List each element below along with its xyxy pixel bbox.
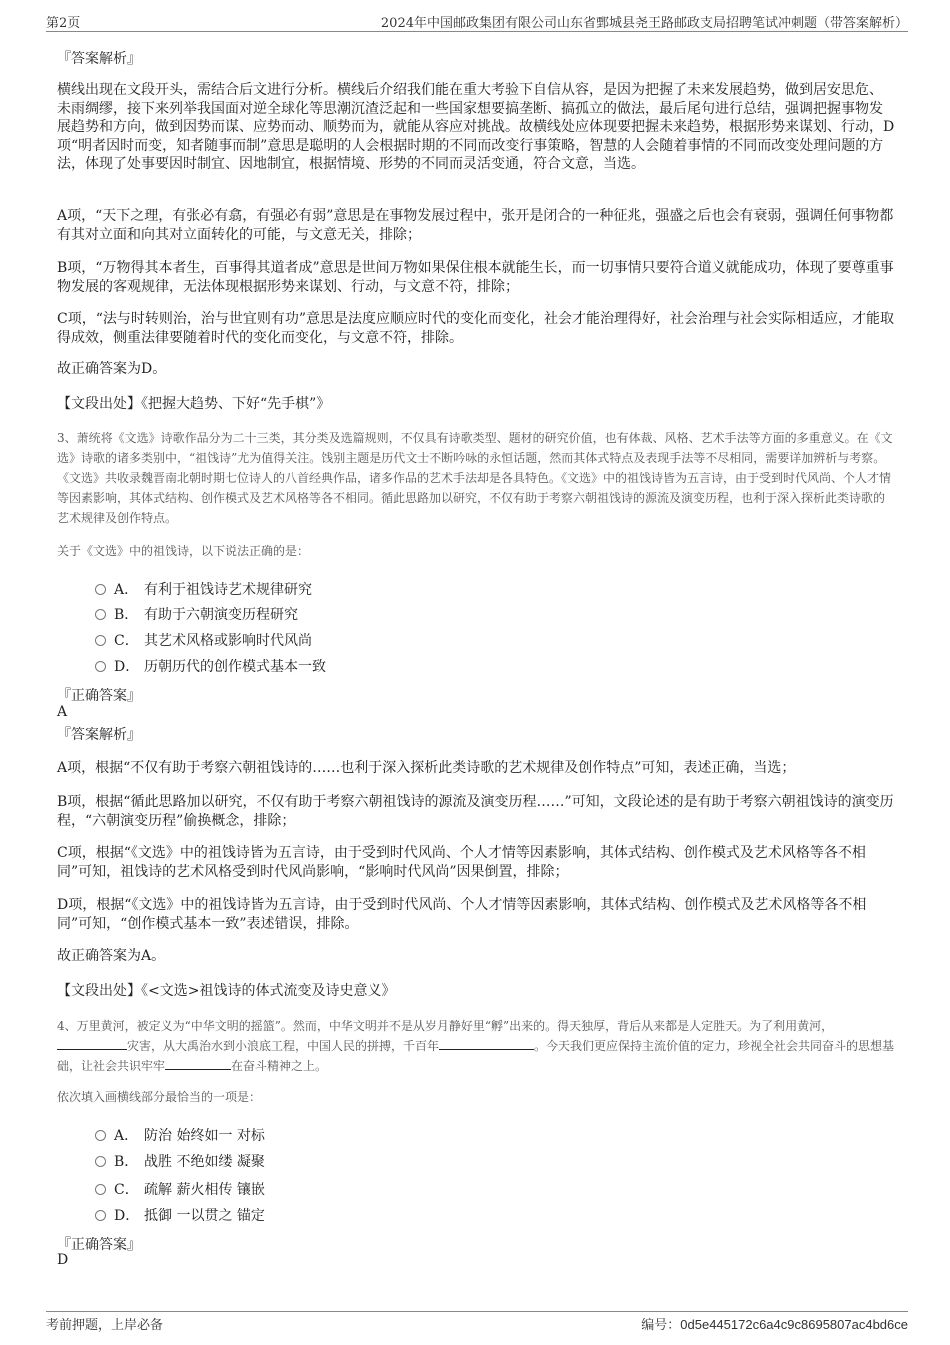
- radio-icon[interactable]: [95, 1156, 106, 1167]
- q3-option-d-analysis: D项，根据“《文选》中的祖饯诗皆为五言诗，由于受到时代风尚、个人才情等因素影响，其体式结构、创作模式及艺术风格等各不相同”可知，“创作模式基本一致”表述错误，排除。: [57, 897, 867, 932]
- q2-option-a-analysis: A项，“天下之理，有张必有翕，有强必有弱”意思是在事物发展过程中，张开是闭合的一种征兆，强盛之后也会有衰弱，强调任何事物都有其对立面和向其对立面转化的可能，与文意无关，排除；: [57, 208, 894, 243]
- q4-stem: 4、万里黄河，被定义为“中华文明的摇篮”。然而，中华文明并不是从岁月静好里“孵”出来的。得天独厚，背后从来都是人定胜天。为了利用黄河，灾害，从大禹治水到小浪底工程，中国人民的拼搏，千百年 。今天我们更应保持主流价值的定力，珍视全社会共同奋斗的思想基础，让社会共识牢牢 在奋斗精神之上。: [57, 1019, 895, 1073]
- fill-blank-2[interactable]: [439, 1037, 534, 1050]
- q4-option-c[interactable]: C． 疏解 薪火相传 镶嵌: [95, 1179, 265, 1199]
- q3-analysis-label: 『答案解析』: [57, 727, 141, 743]
- q4-option-b[interactable]: B． 战胜 不绝如缕 凝聚: [95, 1151, 265, 1171]
- q4-question: 依次填入画横线部分最恰当的一项是：: [57, 1090, 262, 1104]
- radio-icon[interactable]: [95, 1210, 106, 1221]
- q4-option-a[interactable]: A． 防治 始终如一 对标: [95, 1125, 265, 1145]
- radio-icon[interactable]: [95, 584, 106, 595]
- q3-option-a-analysis: A项，根据“不仅有助于考察六朝祖饯诗的……也利于深入探析此类诗歌的艺术规律及创作特点”可知，表述正确，当选；: [57, 760, 796, 776]
- q3-option-c-analysis: C项，根据“《文选》中的祖饯诗皆为五言诗，由于受到时代风尚、个人才情等因素影响，其体式结构、创作模式及艺术风格等各不相同”可知，祖饯诗的艺术风格受到时代风尚影响，“影响时代风尚”因果倒置，排除；: [57, 845, 866, 880]
- radio-icon[interactable]: [95, 661, 106, 672]
- fill-blank-1[interactable]: [57, 1037, 127, 1050]
- fill-blank-3[interactable]: [165, 1057, 231, 1070]
- q3-stem: 3、萧统将《文选》诗歌作品分为二十三类，其分类及选篇规则，不仅具有诗歌类型、题材的研究价值，也有体裁、风格、艺术手法等方面的多重意义。在《文选》诗歌的诸多类别中，“祖饯诗”尤为值得关注。饯别主题是历代文士不断吟咏的永恒话题，然而其体式特点及表现手法等不尽相同，需要详加辨析与考察。《文选》共收录魏晋南北朝时期七位诗人的八首经典作品，诸多作品的艺术手法却是各具特色。《文选》中的祖饯诗皆为五言诗，由于受到时代风尚、个人才情等因素影响，其体式结构、创作模式及艺术风格等各不相同。循此思路加以研究，不仅有助于考察六朝祖饯诗的源流及演变历程，也利于深入探析此类诗歌的艺术规律及创作特点。: [57, 431, 893, 525]
- q3-option-a[interactable]: A． 有利于祖饯诗艺术规律研究: [95, 579, 312, 599]
- radio-icon[interactable]: [95, 609, 106, 620]
- q4-answer: D: [57, 1252, 69, 1268]
- q2-option-c-analysis: C项，“法与时转则治，治与世宜则有功”意思是法度应顺应时代的变化而变化，社会才能治理得好，社会治理与社会实际相适应，才能取得成效，侧重法律要随着时代的变化而变化，与文意不符，排除。: [57, 311, 895, 346]
- q2-source: 【文段出处】《把握大趋势、下好“先手棋”》: [57, 396, 331, 412]
- q4-option-d[interactable]: D． 抵御 一以贯之 锚定: [95, 1205, 265, 1225]
- q4-answer-label: 『正确答案』: [57, 1237, 141, 1253]
- q2-option-b-analysis: B项，“万物得其本者生，百事得其道者成”意思是世间万物如果保住根本就能生长，而一切事情只要符合道义就能成功，体现了要尊重事物发展的客观规律，无法体现根据形势来谋划、行动，与文意不符，排除；: [57, 260, 894, 295]
- footer-slogan: 考前押题，上岸必备: [46, 1318, 164, 1333]
- header-divider: [46, 31, 908, 32]
- q3-answer: A: [57, 704, 68, 720]
- radio-icon[interactable]: [95, 1130, 106, 1141]
- q3-source: 【文段出处】《<文选>祖饯诗的体式流变及诗史意义》: [57, 983, 396, 999]
- q3-conclusion: 故正确答案为A。: [57, 948, 166, 964]
- radio-icon[interactable]: [95, 1184, 106, 1195]
- footer-divider: [46, 1311, 908, 1312]
- q2-analysis-text: 横线出现在文段开头，需结合后文进行分析。横线后介绍我们能在重大考验下自信从容，是因为把握了未来发展趋势，做到居安思危、未雨绸缪，接下来列举我国面对逆全球化等思潮沉渣泛起和一些国家想要搞垄断、搞孤立的做法，最后尾句进行总结，强调把握事物发展趋势和方向，做到因势而谋、应势而动、顺势而为，就能从容应对挑战。故横线处应体现要把握未来趋势，根据形势来谋划、行动，D项“明者因时而变，知者随事而制”意思是聪明的人会根据时期的不同而改变行事策略，智慧的人会随着事情的不同而改变处理问题的方法，体现了处事要因时制宜、因地制宜，根据情境、形势的不同而灵活变通，符合文意，当选。: [57, 82, 895, 172]
- q3-option-d[interactable]: D． 历朝历代的创作模式基本一致: [95, 656, 326, 676]
- page-number: 第2页: [46, 16, 81, 31]
- q3-option-b-analysis: B项，根据“循此思路加以研究，不仅有助于考察六朝祖饯诗的源流及演变历程……”可知，文段论述的是有助于考察六朝祖饯诗的演变历程，“六朝演变历程”偷换概念，排除；: [57, 794, 894, 829]
- q3-question: 关于《文选》中的祖饯诗，以下说法正确的是：: [57, 544, 310, 558]
- q3-option-c[interactable]: C． 其艺术风格或影响时代风尚: [95, 630, 312, 650]
- radio-icon[interactable]: [95, 635, 106, 646]
- q2-conclusion: 故正确答案为D。: [57, 361, 167, 377]
- q2-analysis-label: 『答案解析』: [57, 51, 141, 67]
- q3-option-b[interactable]: B． 有助于六朝演变历程研究: [95, 604, 298, 624]
- q3-answer-label: 『正确答案』: [57, 688, 141, 704]
- document-title: 2024年中国邮政集团有限公司山东省鄄城县尧王路邮政支局招聘笔试冲刺题（带答案解析）: [380, 16, 908, 31]
- document-code: 编号：0d5e445172c6a4c9c8695807ac4bd6ce: [641, 1317, 908, 1333]
